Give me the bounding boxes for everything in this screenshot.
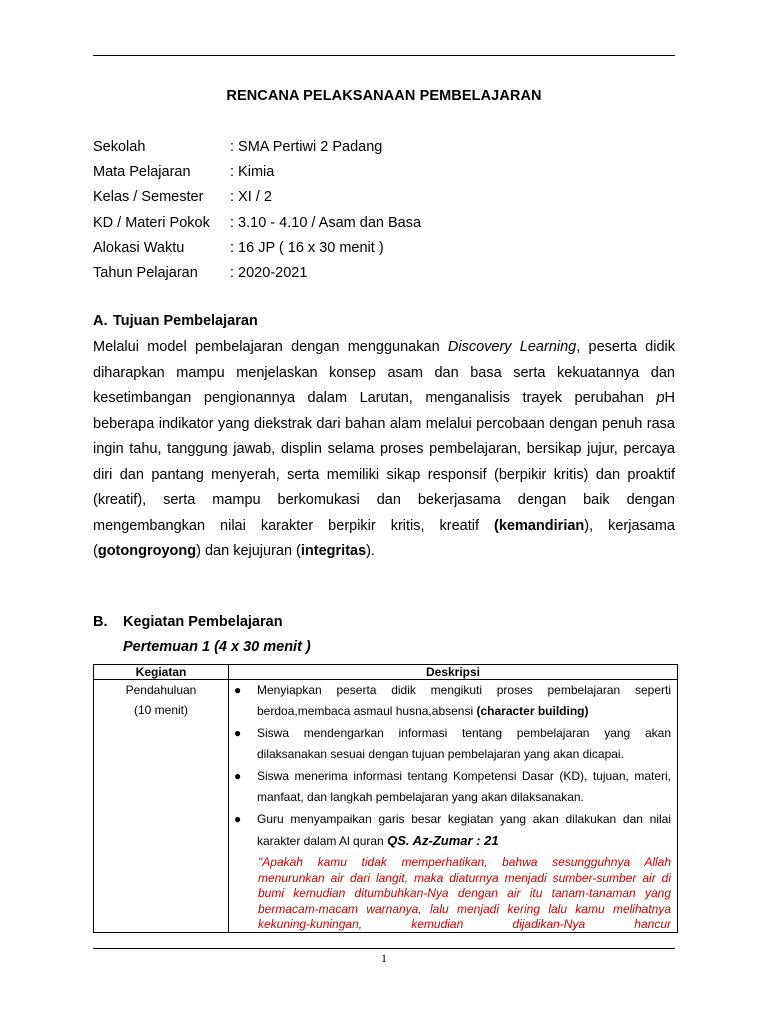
info-label: Mata Pelajaran	[93, 164, 191, 181]
footer-rule	[93, 948, 675, 949]
section-b-heading	[93, 614, 283, 630]
list-item	[229, 723, 677, 765]
item-bold-text: (character building)	[476, 704, 589, 718]
item-text: Guru menyampaikan garis besar kegiatan yang akan dilakukan dan nilai karakter dalam Al quran	[257, 812, 671, 848]
verse-reference: QS. Az-Zumar : 21	[387, 833, 499, 848]
text-emphasis: Discovery Learning	[447, 339, 577, 355]
bullet-icon: ●	[234, 726, 242, 740]
column-header: Kegiatan	[94, 665, 229, 680]
info-row-year	[93, 261, 675, 286]
info-value: : SMA Pertiwi 2 Padang	[230, 139, 383, 155]
info-row-subject	[93, 160, 675, 185]
text-run: Melalui model pembelajaran dengan menggunakan	[93, 339, 448, 355]
text-run: H beberapa indikator yang diekstrak dari bahan alam melalui percobaan dengan penuh rasa ingin tahu, tanggung jawab, displin selama proses pembelajaran, bersikap jujur, percaya diri dan pantang menyerah, serta memiliki sikap responsif (berpikir kritis) dan proaktif (kreatif), serta mampu berkomukasi dan bekerjasama dengan baik dengan mengembangkan nilai karakter berpikir kritis, kreatif	[93, 390, 675, 534]
table-row	[94, 680, 678, 933]
section-title: Kegiatan Pembelajaran	[123, 614, 283, 630]
info-value: : 2020-2021	[230, 264, 308, 281]
table-header-row	[94, 665, 678, 680]
info-row-time	[93, 236, 675, 261]
text-emphasis: p	[656, 390, 665, 406]
section-title: Tujuan Pembelajaran	[113, 313, 258, 329]
section-a-heading	[93, 313, 258, 329]
text-bold: gotongroyong	[97, 543, 197, 559]
page-number: 1	[381, 951, 387, 965]
section-number: B.	[93, 614, 108, 630]
item-text: Siswa mendengarkan informasi tentang pembelajaran yang akan dilaksanakan sesuai dengan tujuan pembelajaran yang akan dicapai.	[257, 726, 671, 761]
text-run: ) dan kejujuran (	[196, 543, 301, 559]
text-run: , peserta didik diharapkan mampu menjelaskan konsep asam dan basa serta kekuatannya dan kesetimbangan pengionannya dalam Larutan, menganalisis trayek perubahan	[93, 339, 675, 406]
verse-quote: "Apakah kamu tidak memperhatikan, bahwa sesungguhnya Allah menurunkan air dari langit, maka diaturnya menjadi sumber-sumber air di bumi kemudian ditumbuhkan-Nya dengan air itu tanam-tanaman yang bermacam-macam warnanya, lalu menjadi kering lalu kamu melihatnya kekuning-kuningan, kemudian dijadikan-Nya hancur	[258, 855, 671, 931]
info-label: Alokasi Waktu	[93, 239, 185, 256]
info-value: : 16 JP ( 16 x 30 menit )	[230, 239, 384, 256]
column-header: Deskripsi	[229, 665, 678, 680]
info-value: : Kimia	[230, 164, 275, 181]
list-item	[229, 680, 677, 722]
meeting-subheading: Pertemuan 1 (4 x 30 menit )	[123, 639, 311, 655]
item-text: Menyiapkan peserta didik mengikuti proses pembelajaran seperti berdoa,membaca asmaul husna,absensi	[257, 683, 671, 718]
info-label: KD / Materi Pokok	[93, 214, 210, 231]
activity-name: Pendahuluan	[125, 683, 197, 697]
activity-table	[93, 664, 678, 933]
info-label: Tahun Pelajaran	[93, 264, 198, 281]
info-value: : XI / 2	[230, 189, 272, 206]
info-row-school	[93, 135, 675, 160]
text-bold: integritas	[300, 543, 367, 559]
text-run: ), kerjasama (	[93, 517, 675, 559]
description-cell	[229, 680, 678, 933]
info-block	[93, 135, 675, 286]
list-item	[229, 766, 677, 808]
info-label: Sekolah	[93, 139, 146, 155]
info-label: Kelas / Semester	[93, 189, 204, 206]
objective-paragraph	[93, 335, 675, 565]
bullet-icon: ●	[234, 812, 242, 826]
section-number: A.	[93, 313, 108, 329]
info-row-kd	[93, 211, 675, 236]
text-run: ).	[366, 543, 376, 559]
info-value: : 3.10 - 4.10 / Asam dan Basa	[230, 214, 422, 231]
item-text: Siswa menerima informasi tentang Kompetensi Dasar (KD), tujuan, materi, manfaat, dan langkah pembelajaran yang akan dilaksanakan.	[257, 769, 671, 804]
document-title: RENCANA PELAKSANAAN PEMBELAJARAN	[226, 88, 542, 104]
text-bold: (kemandirian	[494, 517, 585, 534]
info-row-class	[93, 185, 675, 210]
bullet-icon: ●	[234, 769, 242, 783]
bullet-icon: ●	[234, 683, 242, 697]
activity-duration: (10 menit)	[133, 703, 189, 717]
header-rule	[93, 55, 675, 56]
list-item	[229, 809, 677, 852]
activity-cell	[94, 680, 229, 933]
